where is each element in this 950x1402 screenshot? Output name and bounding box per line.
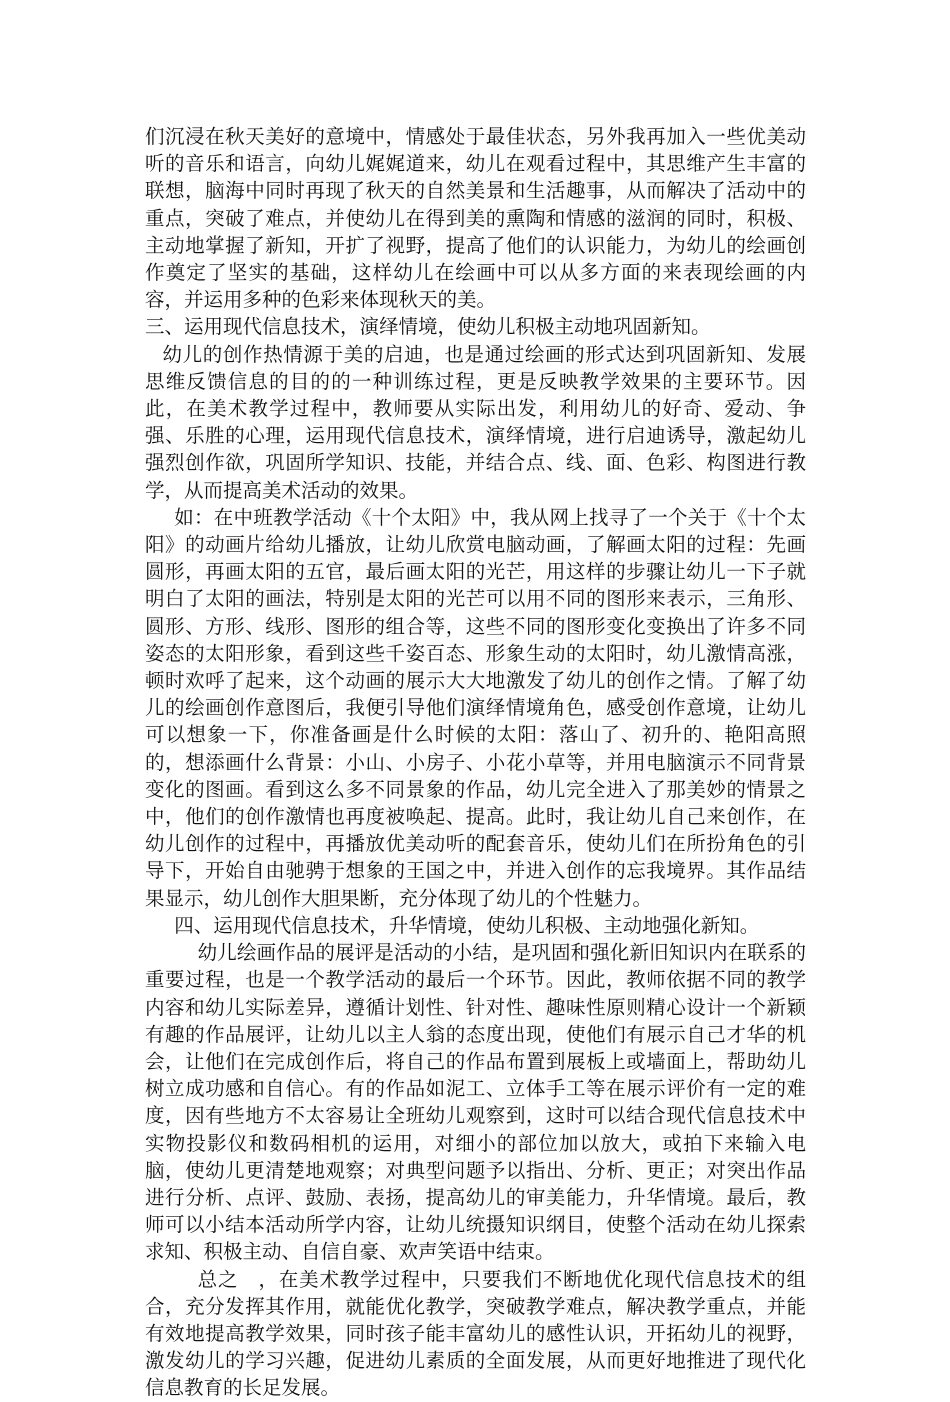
paragraph-artwork-review: 幼儿绘画作品的展评是活动的小结，是巩固和强化新旧知识内在联系的重要过程，也是一个教学活动的最后一个环节。因此，教师依据不同的教学内容和幼儿实际差异，遵循计划性、针对性、趣味性原则精心设计一个新颖有趣的作品展评，让幼儿以主人翁的态度出现，使他们有展示自己才华的机会，让他们在完成创作后，将自己的作品布置到展板上或墙面上，帮助幼儿树立成功感和自信心。有的作品如泥工、立体手工等在展示评价有一定的难度，因有些地方不太容易让全班幼儿观察到，这时可以结合现代信息技术中实物投影仪和数码相机的运用，对细小的部位加以放大，或拍下来输入电脑，使幼儿更清楚地观察；对典型问题予以指出、分析、更正；对突出作品进行分析、点评、鼓励、表扬，提高幼儿的审美能力，升华情境。最后，教师可以小结本活动所学内容，让幼儿统摄知识纲目，使整个活动在幼儿探索求知、积极主动、自信自豪、欢声笑语中结束。: [145, 941, 806, 1264]
paragraph-autumn-continuation: 们沉浸在秋天美好的意境中，情感处于最佳状态，另外我再加入一些优美动听的音乐和语言，向幼儿娓娓道来，幼儿在观看过程中，其思维产生丰富的联想，脑海中同时再现了秋天的自然美景和生活趣事，从而解决了活动中的重点，突破了难点，并使幼儿在得到美的熏陶和情感的滋润的同时，积极、主动地掌握了新知，开扩了视野，提高了他们的认识能力，为幼儿的绘画创作奠定了坚实的基础，这样幼儿在绘画中可以从多方面的来表现绘画的内容，并运用多种的色彩来体现秋天的美。: [145, 125, 806, 312]
section-heading-three: 三、运用现代信息技术，演绎情境，使幼儿积极主动地巩固新知。: [145, 315, 711, 339]
paragraph-ten-suns-example: 如：在中班教学活动《十个太阳》中，我从网上找寻了一个关于《十个太阳》的动画片给幼儿播放，让幼儿欣赏电脑动画，了解画太阳的过程：先画圆形，再画太阳的五官，最后画太阳的光芒，用这样的步骤让幼儿一下子就明白了太阳的画法，特别是太阳的光芒可以用不同的图形来表示，三角形、圆形、方形、线形、图形的组合等，这些不同的图形变化变换出了许多不同姿态的太阳形象，看到这些千姿百态、形象生动的太阳时，幼儿激情高涨，顿时欢呼了起来，这个动画的展示大大地激发了幼儿的创作之情。了解了幼儿的绘画创作意图后，我便引导他们演绎情境角色，感受创作意境，让幼儿可以想象一下，你准备画是什么时候的太阳：落山了、初升的、艳阳高照的，想添画什么背景：小山、小房子、小花小草等，并用电脑演示不同背景变化的图画。看到这么多不同景象的作品，幼儿完全进入了那美妙的情景之中，他们的创作激情也再度被唤起、提高。此时，我让幼儿自己来创作，在幼儿创作的过程中，再播放优美动听的配套音乐，使幼儿们在所扮角色的引导下，开始自由驰骋于想象的王国之中，并进入创作的忘我境界。其作品结果显示，幼儿创作大胆果断，充分体现了幼儿的个性魅力。: [145, 505, 806, 910]
section-heading-four: 四、运用现代信息技术，升华情境，使幼儿积极、主动地强化新知。: [174, 913, 760, 937]
document-body: [145, 123, 806, 1402]
paragraph-conclusion: 总之 ，在美术教学过程中，只要我们不断地优化现代信息技术的组合，充分发挥其作用，就能优化教学，突破教学难点，解决教学重点，并能有效地提高教学效果，同时孩子能丰富幼儿的感性认识，开拓幼儿的视野，激发幼儿的学习兴趣，促进幼儿素质的全面发展，从而更好地推进了现代化信息教育的长足发展。: [145, 1267, 806, 1400]
paragraph-creative-passion: 幼儿的创作热情源于美的启迪，也是通过绘画的形式达到巩固新知、发展思维反馈信息的目的的一种训练过程，更是反映教学效果的主要环节。因此，在美术教学过程中，教师要从实际出发，利用幼儿的好奇、爱动、争强、乐胜的心理，运用现代信息技术，演绎情境，进行启迪诱导，激起幼儿强烈创作欲，巩固所学知识、技能，并结合点、线、面、色彩、构图进行教学，从而提高美术活动的效果。: [145, 342, 806, 502]
